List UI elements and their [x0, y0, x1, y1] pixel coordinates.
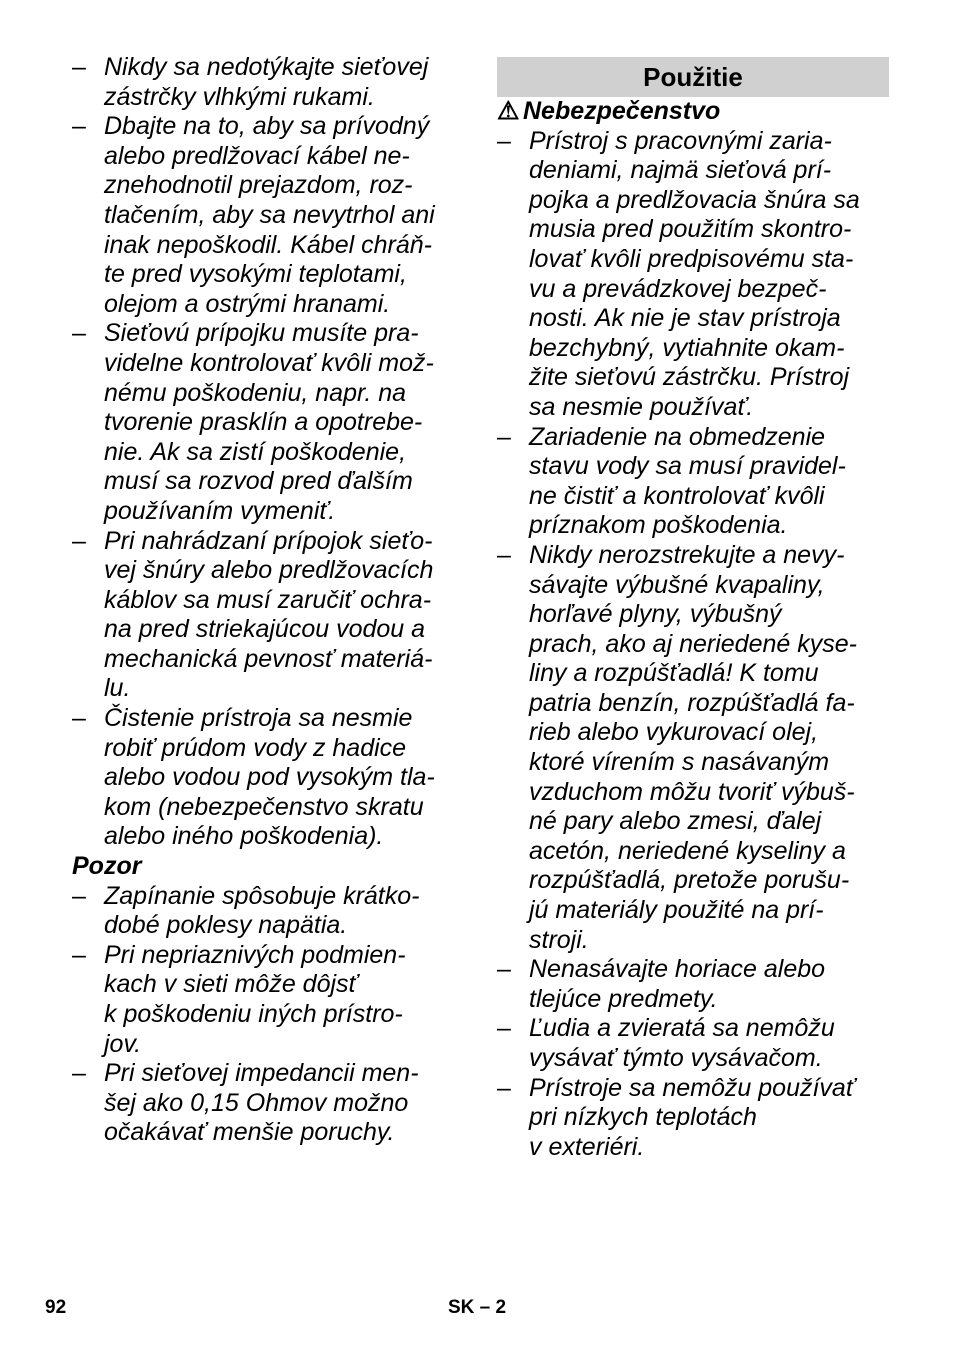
warning-label: Nebezpečenstvo	[523, 97, 721, 125]
list-item-line: Pri nahrádzaní prípojok sieťo-	[104, 526, 433, 555]
list-item	[497, 955, 889, 1014]
left-top-list	[72, 53, 464, 852]
list-item	[72, 319, 464, 526]
dash-bullet: –	[497, 1014, 511, 1043]
list-item-line: tlačením, aby sa nevytrhol ani	[104, 200, 435, 229]
list-item-line: né pary alebo zmesi, ďalej	[529, 807, 822, 836]
dash-bullet: –	[72, 526, 86, 555]
pozor-heading: Pozor	[72, 852, 142, 881]
list-item-line: liny a rozpúšťadlá! K tomu	[529, 659, 819, 688]
list-item-line: prach, ako aj neriedené kyse-	[529, 629, 857, 658]
list-item-line: lovať kvôli predpisovému sta-	[529, 244, 854, 273]
list-item-line: Dbajte na to, aby sa prívodný	[104, 112, 430, 141]
dash-bullet: –	[497, 955, 511, 984]
list-item-line: kom (nebezpečenstvo skratu	[104, 792, 424, 821]
list-item-line: Prístroje sa nemôžu používať	[529, 1073, 855, 1102]
right-list	[497, 127, 889, 1163]
list-item-line: alebo predlžovací kábel ne-	[104, 141, 410, 170]
list-item-line: nie. Ak sa zistí poškodenie,	[104, 437, 407, 466]
list-item-line: jú materiály použité na prí-	[529, 896, 824, 925]
list-item-line: acetón, neriedené kyseliny a	[529, 836, 846, 865]
list-item-line: alebo iného poškodenia).	[104, 822, 384, 851]
list-item-line: olejom a ostrými hranami.	[104, 289, 391, 318]
list-item-line: Čistenie prístroja sa nesmie	[104, 704, 413, 733]
list-item-line: musia pred použitím skontro-	[529, 215, 852, 244]
dash-bullet: –	[497, 126, 511, 155]
list-item-line: vej šnúry alebo predlžovacích	[104, 556, 434, 585]
list-item	[497, 1014, 889, 1073]
list-item	[72, 527, 464, 705]
list-item-line: v exteriéri.	[529, 1132, 645, 1161]
list-item-line: sávajte výbušné kvapaliny,	[529, 570, 825, 599]
left-column	[72, 53, 464, 1148]
list-item-line: Ľudia a zvieratá sa nemôžu	[529, 1014, 835, 1043]
list-item-line: zástrčky vlhkými rukami.	[104, 82, 375, 111]
list-item-line: príznakom poškodenia.	[529, 511, 788, 540]
list-item	[72, 941, 464, 1059]
list-item-line: tvorenie prasklín a opotrebe-	[104, 408, 423, 437]
section-title: Použitie	[497, 57, 889, 97]
dash-bullet: –	[497, 422, 511, 451]
list-item-line: horľavé plyny, výbušný	[529, 600, 782, 629]
dash-bullet: –	[72, 881, 86, 910]
dash-bullet: –	[497, 1073, 511, 1102]
list-item	[72, 704, 464, 852]
dash-bullet: –	[72, 1059, 86, 1088]
list-item-line: pri nízkych teplotách	[529, 1103, 757, 1132]
list-item-line: žite sieťovú zástrčku. Prístroj	[529, 363, 850, 392]
list-item-line: Nikdy nerozstrekujte a nevy-	[529, 540, 845, 569]
list-item-line: používaním vymeniť.	[104, 496, 336, 525]
list-item-line: stavu vody sa musí pravidel-	[529, 452, 846, 481]
list-item-line: vu a prevádzkovej bezpeč-	[529, 274, 827, 303]
dash-bullet: –	[497, 540, 511, 569]
list-item-line: tlejúce predmety.	[529, 984, 718, 1013]
list-item-line: Nenasávajte horiace alebo	[529, 955, 826, 984]
list-item-line: deniami, najmä sieťová prí-	[529, 156, 832, 185]
list-item-line: šej ako 0,15 Ohmov možno	[104, 1088, 409, 1117]
list-item-line: patria benzín, rozpúšťadlá fa-	[529, 688, 855, 717]
list-item	[72, 112, 464, 319]
list-item-line: Nikdy sa nedotýkajte sieťovej	[104, 53, 429, 81]
list-item-line: k poškodeniu iných prístro-	[104, 1000, 403, 1028]
list-item	[72, 53, 464, 112]
list-item-line: ne čistiť a kontrolovať kvôli	[529, 481, 825, 510]
list-item-line: stroji.	[529, 925, 589, 954]
warning-heading	[497, 97, 889, 127]
list-item-line: Pri sieťovej impedancii men-	[104, 1059, 419, 1088]
list-item-line: inak nepoškodil. Kábel chráň-	[104, 230, 432, 259]
list-item-line: robiť prúdom vody z hadice	[104, 733, 407, 762]
dash-bullet: –	[72, 319, 86, 348]
list-item-line: kach v sieti môže dôjsť	[104, 970, 358, 999]
list-item	[497, 127, 889, 423]
list-item-line: Zariadenie na obmedzenie	[529, 422, 826, 451]
right-column	[497, 53, 889, 1162]
list-item-line: ktoré vírením s nasávaným	[529, 748, 830, 777]
list-item-line: vysávať týmto vysávačom.	[529, 1044, 823, 1072]
list-item-line: te pred vysokými teplotami,	[104, 260, 407, 289]
list-item-line: rieb alebo vykurovací olej,	[529, 718, 819, 747]
list-item	[72, 1059, 464, 1148]
list-item-line: znehodnotil prejazdom, roz-	[104, 171, 413, 200]
list-item-line: na pred striekajúcou vodou a	[104, 615, 426, 644]
list-item	[497, 1074, 889, 1163]
list-item-line: Prístroj s pracovnými zaria-	[529, 126, 832, 155]
dash-bullet: –	[72, 940, 86, 969]
language-page-label: SK – 2	[448, 1297, 507, 1318]
list-item-line: bezchybný, vytiahnite okam-	[529, 333, 845, 362]
list-item-line: nému poškodeniu, napr. na	[104, 378, 407, 407]
list-item	[72, 882, 464, 941]
list-item-line: nosti. Ak nie je stav prístroja	[529, 304, 841, 333]
dash-bullet: –	[72, 53, 86, 81]
list-item-line: vzduchom môžu tvoriť výbuš-	[529, 777, 855, 806]
page-number: 92	[45, 1297, 67, 1318]
list-item-line: musí sa rozvod pred ďalším	[104, 467, 413, 496]
list-item-line: rozpúšťadlá, pretože porušu-	[529, 866, 850, 895]
dash-bullet: –	[72, 112, 86, 141]
dash-bullet: –	[72, 704, 86, 733]
list-item-line: mechanická pevnosť materiá-	[104, 644, 433, 673]
list-item-line: sa nesmie používať.	[529, 392, 754, 421]
list-item	[497, 423, 889, 541]
list-item-line: alebo vodou pod vysokým tla-	[104, 763, 435, 792]
warning-triangle-icon: ⚠	[497, 97, 520, 125]
list-item-line: káblov sa musí zaručiť ochra-	[104, 585, 432, 614]
list-item-line: Sieťovú prípojku musíte pra-	[104, 319, 419, 348]
list-item-line: dobé poklesy napätia.	[104, 911, 348, 940]
list-item	[497, 541, 889, 955]
list-item-line: jov.	[104, 1029, 142, 1058]
left-pozor-list	[72, 882, 464, 1148]
list-item-line: lu.	[104, 674, 131, 703]
list-item-line: Pri nepriaznivých podmien-	[104, 940, 406, 969]
list-item-line: Zapínanie spôsobuje krátko-	[104, 881, 420, 910]
list-item-line: očakávať menšie poruchy.	[104, 1118, 395, 1147]
list-item-line: pojka a predlžovacia šnúra sa	[529, 185, 860, 214]
list-item-line: videlne kontrolovať kvôli mož-	[104, 348, 434, 377]
